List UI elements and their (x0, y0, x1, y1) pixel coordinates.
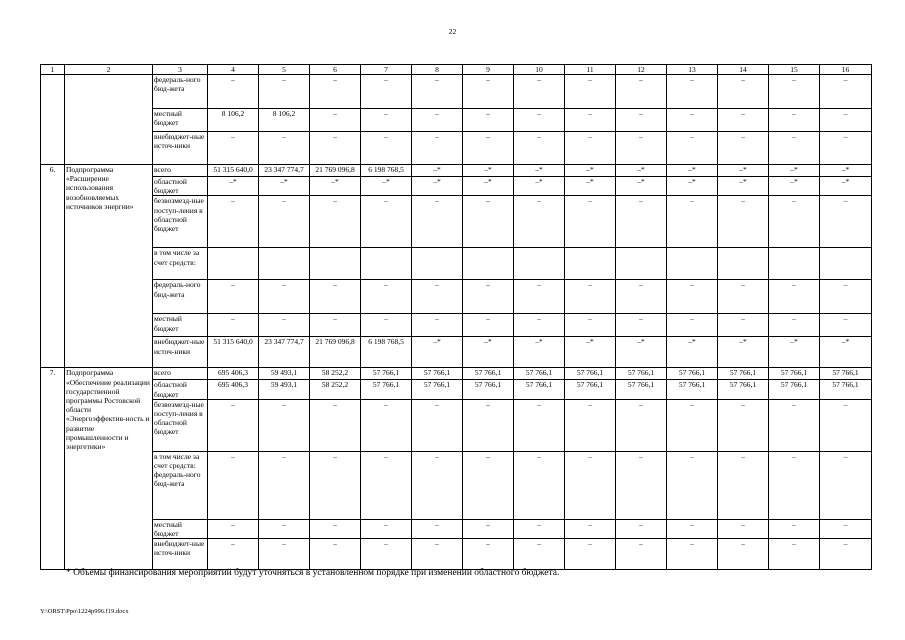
table-row (41, 109, 872, 132)
amount-cell: 59 493,1 (259, 368, 310, 380)
amount-cell: 58 252,2 (310, 368, 361, 380)
amount-cell: 57 766,1 (412, 380, 463, 399)
amount-cell: 57 766,1 (667, 380, 718, 399)
amount-cell: – (412, 75, 463, 109)
amount-cell (565, 248, 616, 280)
amount-cell: 57 766,1 (616, 368, 667, 380)
amount-cell: – (616, 132, 667, 165)
amount-cell: –* (718, 177, 769, 196)
amount-cell: – (259, 451, 310, 519)
amount-cell: – (718, 314, 769, 337)
amount-cell: – (259, 75, 310, 109)
amount-cell: 57 766,1 (361, 380, 412, 399)
amount-cell: – (667, 314, 718, 337)
amount-cell: 57 766,1 (412, 368, 463, 380)
amount-cell: – (565, 314, 616, 337)
amount-cell: –* (820, 165, 872, 177)
amount-cell: – (514, 196, 565, 248)
amount-cell: – (820, 314, 872, 337)
amount-cell: –* (616, 177, 667, 196)
amount-cell: – (361, 196, 412, 248)
amount-cell: – (310, 75, 361, 109)
amount-cell: – (310, 519, 361, 538)
amount-cell: – (769, 519, 820, 538)
amount-cell: – (514, 451, 565, 519)
amount-cell: – (820, 109, 872, 132)
amount-cell: 58 252,2 (310, 380, 361, 399)
column-header: 14 (718, 65, 769, 75)
amount-cell: 23 347 774,7 (259, 165, 310, 177)
amount-cell: 51 315 640,0 (208, 165, 259, 177)
amount-cell: 57 766,1 (514, 380, 565, 399)
amount-cell: – (565, 75, 616, 109)
row-number-cell: 7. (41, 368, 65, 570)
amount-cell: – (412, 539, 463, 570)
amount-cell: – (412, 451, 463, 519)
amount-cell: – (667, 75, 718, 109)
amount-cell: –* (412, 165, 463, 177)
amount-cell: – (361, 399, 412, 451)
funding-source-cell: местный бюджет (153, 519, 208, 538)
funding-source-cell: внебюджет-ные источ-ники (153, 132, 208, 165)
amount-cell: –* (769, 165, 820, 177)
table-row (41, 165, 872, 177)
amount-cell: – (208, 196, 259, 248)
amount-cell: – (361, 519, 412, 538)
amount-cell: – (616, 75, 667, 109)
amount-cell: – (565, 399, 616, 451)
amount-cell: – (463, 132, 514, 165)
amount-cell: –* (718, 165, 769, 177)
amount-cell: – (820, 539, 872, 570)
funding-source-cell: внебюджет-ные источ-ники (153, 337, 208, 368)
column-header: 12 (616, 65, 667, 75)
row-number-cell (41, 75, 65, 165)
amount-cell: – (310, 451, 361, 519)
amount-cell (718, 248, 769, 280)
table-row (41, 75, 872, 109)
amount-cell: – (718, 109, 769, 132)
amount-cell: – (208, 399, 259, 451)
funding-source-cell: местный бюджет (153, 314, 208, 337)
amount-cell: 6 198 768,5 (361, 165, 412, 177)
amount-cell: – (463, 196, 514, 248)
amount-cell: –* (667, 165, 718, 177)
amount-cell (667, 248, 718, 280)
amount-cell: – (361, 314, 412, 337)
table-row (41, 380, 872, 399)
funding-source-cell: в том числе за счет средств: федераль-ного бюд-жета (153, 451, 208, 519)
amount-cell: 59 493,1 (259, 380, 310, 399)
amount-cell: – (259, 519, 310, 538)
amount-cell: – (310, 399, 361, 451)
funding-source-cell: местный бюджет (153, 109, 208, 132)
amount-cell: – (208, 451, 259, 519)
amount-cell: – (667, 451, 718, 519)
amount-cell: – (718, 132, 769, 165)
funding-source-cell: федераль-ного бюд-жета (153, 280, 208, 314)
amount-cell: – (769, 539, 820, 570)
amount-cell: –* (310, 177, 361, 196)
amount-cell: –* (616, 337, 667, 368)
amount-cell: – (616, 539, 667, 570)
amount-cell: 8 106,2 (259, 109, 310, 132)
amount-cell: – (463, 451, 514, 519)
amount-cell: – (463, 280, 514, 314)
table-row (41, 132, 872, 165)
amount-cell: – (514, 75, 565, 109)
amount-cell: – (616, 399, 667, 451)
amount-cell: –* (565, 165, 616, 177)
funding-source-cell: областной бюджет (153, 380, 208, 399)
amount-cell: – (514, 519, 565, 538)
amount-cell: – (820, 399, 872, 451)
amount-cell: –* (769, 177, 820, 196)
amount-cell: – (667, 109, 718, 132)
funding-source-cell: федераль-ного бюд-жета (153, 75, 208, 109)
amount-cell: – (361, 280, 412, 314)
amount-cell: – (820, 196, 872, 248)
amount-cell: – (820, 280, 872, 314)
amount-cell: – (208, 519, 259, 538)
amount-cell: – (463, 75, 514, 109)
amount-cell: – (769, 109, 820, 132)
amount-cell: 57 766,1 (514, 368, 565, 380)
amount-cell: – (310, 132, 361, 165)
amount-cell: 6 198 768,5 (361, 337, 412, 368)
amount-cell: 57 766,1 (769, 368, 820, 380)
amount-cell: 695 406,3 (208, 380, 259, 399)
amount-cell: – (565, 451, 616, 519)
amount-cell (412, 248, 463, 280)
column-header: 16 (820, 65, 872, 75)
column-header: 4 (208, 65, 259, 75)
amount-cell: – (514, 109, 565, 132)
subprogram-name-cell: Подпрограмма «Расширение использования возобновляемых источников энергии» (65, 165, 153, 368)
amount-cell: – (259, 196, 310, 248)
amount-cell: – (769, 196, 820, 248)
amount-cell: – (820, 132, 872, 165)
amount-cell: – (514, 132, 565, 165)
amount-cell: –* (412, 337, 463, 368)
amount-cell: – (208, 539, 259, 570)
amount-cell: – (412, 399, 463, 451)
amount-cell: 23 347 774,7 (259, 337, 310, 368)
amount-cell: –* (514, 165, 565, 177)
amount-cell: – (718, 399, 769, 451)
amount-cell: – (463, 314, 514, 337)
amount-cell: – (616, 109, 667, 132)
amount-cell: – (769, 132, 820, 165)
amount-cell: – (361, 539, 412, 570)
amount-cell: – (616, 519, 667, 538)
amount-cell: – (208, 280, 259, 314)
amount-cell: – (514, 280, 565, 314)
table-row (41, 337, 872, 368)
amount-cell: – (616, 280, 667, 314)
amount-cell: – (718, 539, 769, 570)
amount-cell: – (667, 196, 718, 248)
amount-cell: – (463, 519, 514, 538)
amount-cell: –* (565, 337, 616, 368)
column-header: 10 (514, 65, 565, 75)
amount-cell (769, 248, 820, 280)
amount-cell: – (463, 109, 514, 132)
amount-cell: 57 766,1 (667, 368, 718, 380)
amount-cell: – (769, 280, 820, 314)
amount-cell: – (565, 519, 616, 538)
column-header: 5 (259, 65, 310, 75)
amount-cell: – (310, 314, 361, 337)
amount-cell: –* (463, 337, 514, 368)
amount-cell: – (361, 451, 412, 519)
amount-cell: – (412, 196, 463, 248)
amount-cell: 57 766,1 (463, 368, 514, 380)
amount-cell: –* (361, 177, 412, 196)
amount-cell: – (208, 132, 259, 165)
table-row (41, 368, 872, 380)
amount-cell: –* (514, 177, 565, 196)
amount-cell: –* (565, 177, 616, 196)
table-row (41, 519, 872, 538)
amount-cell: –* (820, 177, 872, 196)
amount-cell: – (616, 451, 667, 519)
amount-cell: 57 766,1 (820, 380, 872, 399)
table-row (41, 314, 872, 337)
amount-cell: – (514, 314, 565, 337)
amount-cell: 57 766,1 (718, 368, 769, 380)
table-row (41, 177, 872, 196)
amount-cell: – (769, 75, 820, 109)
funding-source-cell: всего (153, 165, 208, 177)
amount-cell: –* (259, 177, 310, 196)
amount-cell: – (463, 399, 514, 451)
funding-source-cell: безвозмезд-ные поступ-ления в областной бюджет (153, 196, 208, 248)
amount-cell: –* (463, 177, 514, 196)
amount-cell: – (361, 75, 412, 109)
page-number: 22 (448, 27, 457, 36)
amount-cell: –* (667, 337, 718, 368)
table-row (41, 451, 872, 519)
amount-cell: –* (412, 177, 463, 196)
amount-cell: – (565, 539, 616, 570)
amount-cell: 57 766,1 (565, 380, 616, 399)
column-header: 13 (667, 65, 718, 75)
amount-cell: – (412, 132, 463, 165)
amount-cell (259, 248, 310, 280)
amount-cell: – (667, 539, 718, 570)
column-header: 15 (769, 65, 820, 75)
amount-cell: – (310, 196, 361, 248)
amount-cell: 57 766,1 (463, 380, 514, 399)
amount-cell: – (259, 399, 310, 451)
amount-cell: – (769, 399, 820, 451)
financing-table (40, 64, 872, 570)
amount-cell: – (361, 109, 412, 132)
amount-cell: – (718, 196, 769, 248)
column-header: 7 (361, 65, 412, 75)
amount-cell: 57 766,1 (616, 380, 667, 399)
amount-cell: –* (208, 177, 259, 196)
amount-cell: – (412, 109, 463, 132)
amount-cell: – (769, 314, 820, 337)
amount-cell: 695 406,3 (208, 368, 259, 380)
amount-cell: 8 106,2 (208, 109, 259, 132)
column-header: 1 (41, 65, 65, 75)
amount-cell: 57 766,1 (361, 368, 412, 380)
amount-cell: –* (667, 177, 718, 196)
amount-cell: –* (820, 337, 872, 368)
table-row (41, 248, 872, 280)
column-header: 3 (153, 65, 208, 75)
table-row (41, 196, 872, 248)
amount-cell: – (718, 280, 769, 314)
amount-cell (208, 248, 259, 280)
footnote: * Объемы финансирования мероприятий будут уточняться в установленном порядке при изменении областного бюджета. (66, 568, 560, 578)
file-path: Y:\ORST\Ppo\1224p996.f19.docx (40, 608, 129, 615)
amount-cell: – (565, 132, 616, 165)
amount-cell: – (259, 539, 310, 570)
amount-cell: – (667, 519, 718, 538)
amount-cell: – (718, 519, 769, 538)
amount-cell (463, 248, 514, 280)
amount-cell: – (208, 314, 259, 337)
funding-source-cell: в том числе за счет средств: (153, 248, 208, 280)
amount-cell: – (667, 132, 718, 165)
amount-cell: –* (514, 337, 565, 368)
amount-cell: – (412, 280, 463, 314)
amount-cell: – (667, 399, 718, 451)
funding-source-cell: всего (153, 368, 208, 380)
amount-cell: – (616, 314, 667, 337)
row-number-cell: 6. (41, 165, 65, 368)
amount-cell: 57 766,1 (769, 380, 820, 399)
column-header: 9 (463, 65, 514, 75)
amount-cell: –* (616, 165, 667, 177)
amount-cell: – (820, 451, 872, 519)
table-row (41, 539, 872, 570)
amount-cell: – (310, 109, 361, 132)
amount-cell: 57 766,1 (718, 380, 769, 399)
table-row (41, 399, 872, 451)
amount-cell: – (514, 539, 565, 570)
amount-cell: – (820, 519, 872, 538)
subprogram-name-cell (65, 75, 153, 165)
amount-cell: 21 769 096,8 (310, 165, 361, 177)
column-header: 11 (565, 65, 616, 75)
amount-cell: 51 315 640,0 (208, 337, 259, 368)
amount-cell: – (259, 132, 310, 165)
amount-cell: – (208, 75, 259, 109)
amount-cell (361, 248, 412, 280)
amount-cell: – (565, 109, 616, 132)
amount-cell: – (514, 399, 565, 451)
amount-cell: – (310, 280, 361, 314)
amount-cell: – (259, 314, 310, 337)
amount-cell: – (820, 75, 872, 109)
amount-cell: –* (463, 165, 514, 177)
amount-cell: – (718, 451, 769, 519)
table-row (41, 280, 872, 314)
amount-cell: 21 769 096,8 (310, 337, 361, 368)
amount-cell: – (718, 75, 769, 109)
amount-cell (616, 248, 667, 280)
amount-cell: – (259, 280, 310, 314)
funding-source-cell: безвозмезд-ные поступ-ления в областной бюджет (153, 399, 208, 451)
subprogram-name-cell: Подпрограмма «Обеспечение реализации государственной программы Ростовской области «Энергоэффектив-ность и развитие промышленности и энергетики» (65, 368, 153, 570)
amount-cell: – (769, 451, 820, 519)
amount-cell (820, 248, 872, 280)
column-header: 2 (65, 65, 153, 75)
amount-cell: –* (718, 337, 769, 368)
amount-cell: – (667, 280, 718, 314)
amount-cell: – (361, 132, 412, 165)
amount-cell: –* (769, 337, 820, 368)
column-header: 8 (412, 65, 463, 75)
amount-cell: – (412, 314, 463, 337)
amount-cell: – (463, 539, 514, 570)
amount-cell (514, 248, 565, 280)
column-number-row (41, 65, 872, 75)
amount-cell: – (616, 196, 667, 248)
amount-cell: 57 766,1 (820, 368, 872, 380)
amount-cell: – (565, 280, 616, 314)
amount-cell (310, 248, 361, 280)
column-header: 6 (310, 65, 361, 75)
amount-cell: – (412, 519, 463, 538)
amount-cell: 57 766,1 (565, 368, 616, 380)
funding-source-cell: областной бюджет (153, 177, 208, 196)
amount-cell: – (310, 539, 361, 570)
amount-cell: – (565, 196, 616, 248)
funding-source-cell: внебюджет-ные источ-ники (153, 539, 208, 570)
